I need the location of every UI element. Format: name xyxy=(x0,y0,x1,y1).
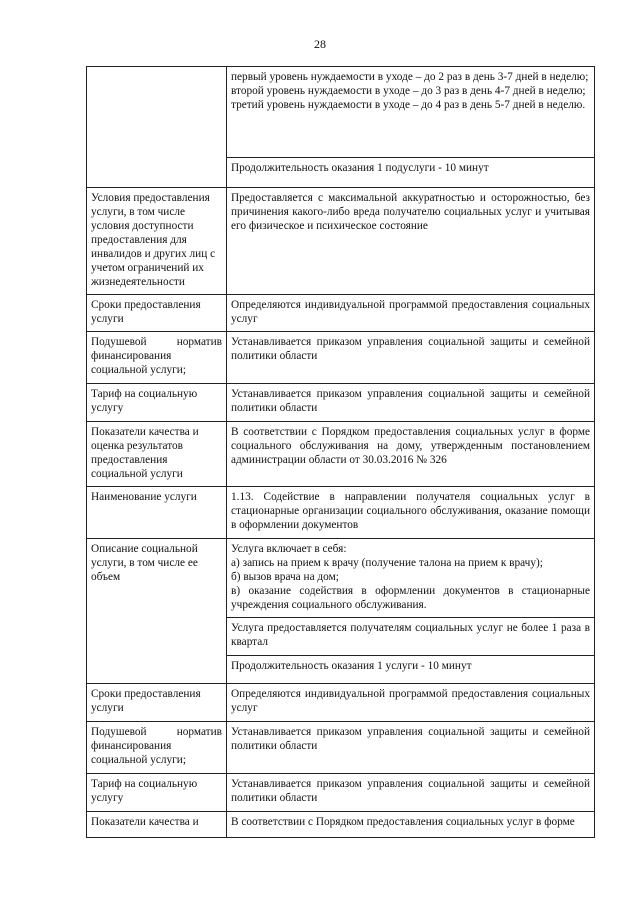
row-value xyxy=(227,422,595,487)
row-label: Описание социальной услуги, в том числе ее объем xyxy=(87,539,227,684)
row-value xyxy=(227,656,595,684)
value-line: В соответствии с Порядком предоставления социальных услуг в форме социального обслуживания на дому, утвержденным постановлением администрации области от 30.03.2016 № 326 xyxy=(231,426,590,466)
row-value xyxy=(227,158,595,188)
value-line: Услуга включает в себя: xyxy=(231,543,347,555)
row-label: Сроки предоставления услуги xyxy=(87,295,227,332)
value-line: Устанавливается приказом управления социальной защиты и семейной политики области xyxy=(231,336,590,362)
value-line: Устанавливается приказом управления социальной защиты и семейной политики области xyxy=(231,726,590,752)
row-value xyxy=(227,774,595,812)
table-row xyxy=(87,812,595,838)
row-value xyxy=(227,812,595,838)
value-line: В соответствии с Порядком предоставления социальных услуг в форме xyxy=(231,816,575,828)
value-line: Определяются индивидуальной программой предоставления социальных услуг xyxy=(231,299,590,325)
value-line: б) вызов врача на дом; xyxy=(231,571,339,583)
row-value xyxy=(227,684,595,722)
row-label: Подушевой норматив финансирования социальной услуги; xyxy=(87,722,227,774)
row-value xyxy=(227,618,595,656)
services-table xyxy=(86,66,595,838)
table-row xyxy=(87,67,595,158)
table-row xyxy=(87,422,595,487)
table-row xyxy=(87,684,595,722)
row-label: Условия предоставления услуги, в том числе условия доступности предоставления для инвалидов и других лиц с учетом ограничений их жизнедеятельности xyxy=(87,188,227,295)
table-row xyxy=(87,487,595,539)
table-row xyxy=(87,295,595,332)
row-value xyxy=(227,384,595,422)
row-label: Наименование услуги xyxy=(87,487,227,539)
row-label: Тариф на социальную услугу xyxy=(87,774,227,812)
row-value xyxy=(227,295,595,332)
value-line: Устанавливается приказом управления социальной защиты и семейной политики области xyxy=(231,778,590,804)
row-value xyxy=(227,188,595,295)
table-row xyxy=(87,188,595,295)
row-label: Подушевой норматив финансирования социальной услуги; xyxy=(87,332,227,384)
value-line: а) запись на прием к врачу (получение талона на прием к врачу); xyxy=(231,557,543,569)
row-value xyxy=(227,487,595,539)
row-label: Тариф на социальную услугу xyxy=(87,384,227,422)
row-value xyxy=(227,539,595,618)
row-label xyxy=(87,67,227,188)
value-line: Устанавливается приказом управления социальной защиты и семейной политики области xyxy=(231,388,590,414)
table-row xyxy=(87,384,595,422)
value-line: Продолжительность оказания 1 услуги - 10 минут xyxy=(231,660,472,672)
row-label: Показатели качества и оценка результатов предоставления социальной услуги xyxy=(87,422,227,487)
row-value xyxy=(227,67,595,158)
value-line: Услуга предоставляется получателям социальных услуг не более 1 раза в квартал xyxy=(231,622,590,648)
table-row xyxy=(87,722,595,774)
value-line: третий уровень нуждаемости в уходе – до 4 раз в день 5-7 дней в неделю. xyxy=(231,99,586,111)
value-line: 1.13. Содействие в направлении получателя социальных услуг в стационарные организации социального обслуживания, оказание помощи в оформлении документов xyxy=(231,491,590,531)
value-line: Предоставляется с максимальной аккуратностью и осторожностью, без причинения какого-либо вреда получателю социальных услуг и учитывая его физическое и психическое состояние xyxy=(231,192,590,232)
table-row xyxy=(87,539,595,618)
value-line: Продолжительность оказания 1 подуслуги - 10 минут xyxy=(231,162,489,174)
table-row xyxy=(87,774,595,812)
value-line: первый уровень нуждаемости в уходе – до 2 раз в день 3-7 дней в неделю; xyxy=(231,71,589,83)
row-value xyxy=(227,332,595,384)
value-line: Определяются индивидуальной программой предоставления социальных услуг xyxy=(231,688,590,714)
row-value xyxy=(227,722,595,774)
row-label: Показатели качества и xyxy=(87,812,227,838)
page-number: 28 xyxy=(314,37,326,51)
table-row xyxy=(87,332,595,384)
value-line: в) оказание содействия в оформлении документов в стационарные учреждения социального обслуживания. xyxy=(231,585,590,611)
value-line: второй уровень нуждаемости в уходе – до 3 раз в день 4-7 дней в неделю; xyxy=(231,85,586,97)
row-label: Сроки предоставления услуги xyxy=(87,684,227,722)
